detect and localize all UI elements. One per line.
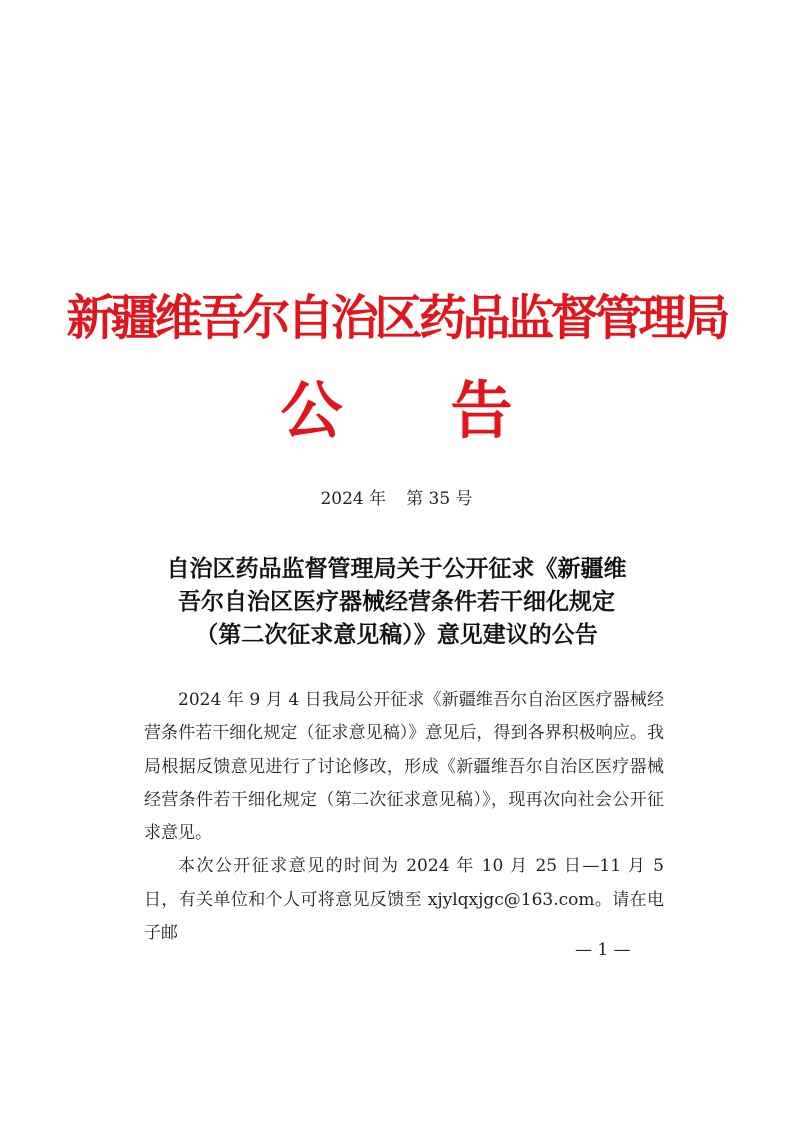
body-paragraph: 2024 年 9 月 4 日我局公开征求《新疆维吾尔自治区医疗器械经营条件若干细化规定（征求意见稿）》意见后，得到各界积极响应。我局根据反馈意见进行了讨论修改，形成《新疆维吾尔自治区医疗器械经营条件若干细化规定（第二次征求意见稿）》，现再次向社会公开征求意见。 <box>144 690 664 844</box>
issuing-authority-title: 新疆维吾尔自治区药品监督管理局 <box>66 290 727 346</box>
notice-title-line: （第二次征求意见稿）》意见建议的公告 <box>195 622 598 648</box>
body-paragraph: 本次公开征求意见的时间为 2024 年 10 月 25 日—11 月 5 日，有关单位和个人可将意见反馈至 xjylqxjgc@163.com。请在电子邮 <box>144 856 664 944</box>
document-type-char-2: 告 <box>450 374 513 447</box>
document-type-char-1: 公 <box>280 374 343 447</box>
document-type-heading <box>0 376 793 446</box>
notice-title <box>120 553 673 652</box>
notice-body <box>144 684 664 950</box>
page-number: — 1 — <box>575 940 631 960</box>
document-number-sequence: 第 35 号 <box>406 489 473 509</box>
notice-title-line: 自治区药品监督管理局关于公开征求《新疆维 <box>166 556 627 582</box>
document-number <box>0 486 793 512</box>
document-number-year: 2024 年 <box>320 489 387 509</box>
notice-title-line: 吾尔自治区医疗器械经营条件若干细化规定 <box>178 589 615 615</box>
